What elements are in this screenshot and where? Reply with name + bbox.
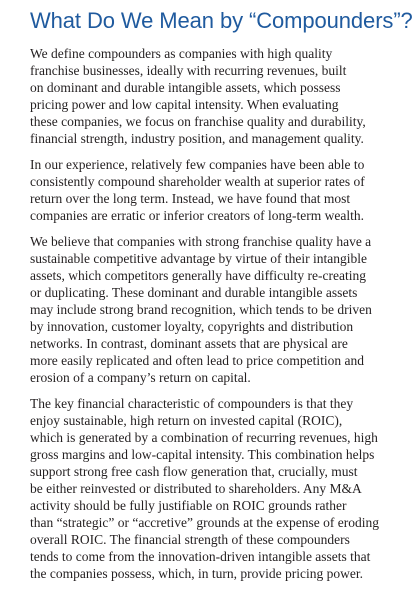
paragraph-line: which is generated by a combination of recurring revenues, high [30,430,378,445]
paragraph-line: activity should be fully justifiable on ROIC grounds rather [30,498,347,513]
page-title: What Do We Mean by “Compounders”? [30,8,413,33]
paragraph-line: assets, which competitors generally have difficulty re-creating [30,268,367,283]
paragraph-line: In our experience, relatively few companies have been able to [30,157,365,172]
paragraph-line: We define compounders as companies with high quality [30,46,333,61]
paragraph-line: or duplicating. These dominant and durable intangible assets [30,285,358,300]
paragraph-4 [30,395,413,582]
paragraph-line: We believe that companies with strong franchise quality have a [30,234,372,249]
paragraph-line: on dominant and durable intangible assets, which possess [30,80,341,95]
paragraph-line: may include strong brand recognition, which tends to be driven [30,302,372,317]
paragraph-line: return over the long term. Instead, we have found that most [30,191,351,206]
paragraph-line: enjoy sustainable, high return on invested capital (ROIC), [30,413,343,428]
paragraph-2 [30,156,413,224]
paragraph-line: companies are erratic or inferior creators of long-term wealth. [30,208,364,223]
paragraph-line: be either reinvested or distributed to shareholders. Any M&A [30,481,362,496]
paragraph-line: networks. In contrast, dominant assets that are physical are [30,336,348,351]
paragraph-line: by innovation, customer loyalty, copyrights and distribution [30,319,354,334]
paragraph-line: gross margins and low-capital intensity. This combination helps [30,447,375,462]
paragraph-1 [30,45,413,147]
paragraph-line: these companies, we focus on franchise quality and durability, [30,114,366,129]
paragraph-line: franchise businesses, ideally with recurring revenues, built [30,63,347,78]
paragraph-line: consistently compound shareholder wealth at superior rates of [30,174,365,189]
paragraph-line: erosion of a company’s return on capital. [30,370,251,385]
paragraph-line: overall ROIC. The financial strength of these compounders [30,532,350,547]
paragraph-line: financial strength, industry position, and management quality. [30,131,364,146]
paragraph-line: than “strategic” or “accretive” grounds at the expense of eroding [30,515,379,530]
paragraph-line: more easily replicated and often lead to price competition and [30,353,364,368]
paragraph-line: tends to come from the innovation-driven intangible assets that [30,549,371,564]
paragraph-line: pricing power and low capital intensity. When evaluating [30,97,339,112]
paragraph-line: the companies possess, which, in turn, provide pricing power. [30,566,363,581]
paragraph-line: The key financial characteristic of compounders is that they [30,396,354,411]
article-body [22,45,407,582]
paragraph-line: support strong free cash flow generation that, crucially, must [30,464,358,479]
paragraph-line: sustainable competitive advantage by virtue of their intangible [30,251,368,266]
paragraph-3 [30,233,413,386]
